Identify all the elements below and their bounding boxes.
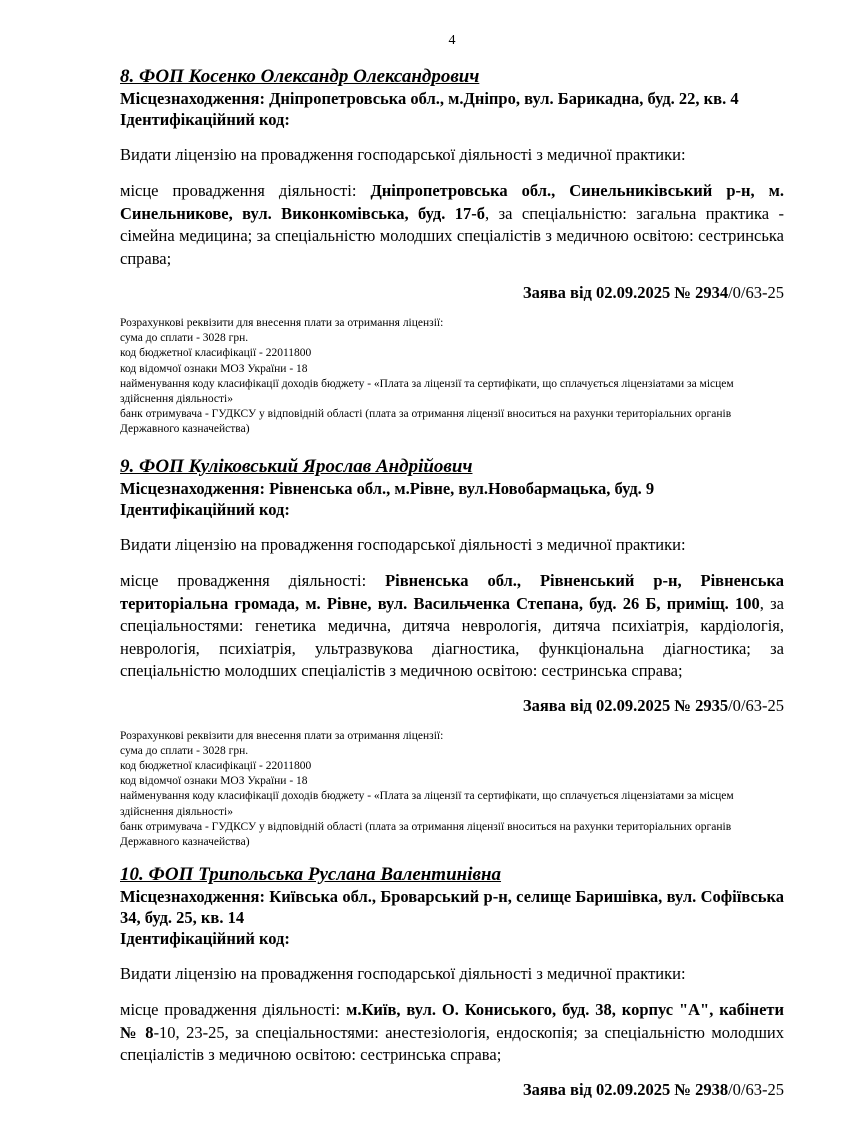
requisites-line: найменування коду класифікації доходів бюджету - «Плата за ліцензії та сертифікати, що сплачується ліцензіатами за місцем здійснення діяльності» (120, 377, 734, 406)
requisites-line: банк отримувача - ГУДКСУ у відповідній області (плата за отримання ліцензії вноситься на рахунки територіальних органів Державного казначейства) (120, 820, 732, 848)
entry-issue-text: Видати ліцензію на провадження господарської діяльності з медичної практики: (120, 964, 686, 983)
requisites-line: найменування коду класифікації доходів бюджету - «Плата за ліцензії та сертифікати, що сплачується ліцензіатами за місцем здійснення діяльності» (120, 790, 734, 818)
place-suffix: , за спеціальностями: генетика медична, дитяча неврологія, дитяча психіатрія, кардіологія, неврологія, психіатрія, ультразвукова діагностика, функціональна діагностика; за спеціальністю молодших спеціалістів з медичною освітою: сестринська справа; (120, 593, 785, 680)
place-suffix: , за спеціальністю: загальна практика - сімейна медицина; за спеціальністю молодших спеціалістів з медичною освітою: сестринська справа; (120, 203, 784, 268)
requisites-line: код відомчої ознаки МОЗ України - 18 (120, 775, 308, 788)
entry-place (120, 570, 784, 683)
entry-place (120, 180, 784, 270)
entry-issue-text: Видати ліцензію на провадження господарської діяльності з медичної практики: (120, 145, 686, 164)
place-address: Дніпропетровська обл., Синельниківський р-н, м. Синельникове, вул. Виконкомівська, буд. 17-б (120, 181, 784, 223)
license-entry (120, 66, 784, 438)
payment-requisites (120, 316, 784, 438)
entry-title: 9. ФОП Куліковський Ярослав Андрійович (120, 456, 473, 477)
application-suffix: /0/63-25 (728, 1079, 784, 1099)
place-prefix: місце провадження діяльності: (120, 571, 386, 590)
entry-location: Місцезнаходження: Київська обл., Броварський р-н, селище Баришівка, вул. Софіївська 34, буд. 25, кв. 14 (120, 887, 784, 927)
requisites-line: Розрахункові реквізити для внесення плати за отримання ліцензії: (120, 729, 444, 742)
requisites-line: Розрахункові реквізити для внесення плати за отримання ліцензії: (120, 317, 444, 329)
entry-title: 8. ФОП Косенко Олександр Олександрович (120, 66, 480, 87)
entry-location: Місцезнаходження: Дніпропетровська обл., м.Дніпро, вул. Барикадна, буд. 22, кв. 4 (120, 89, 739, 108)
entry-application (120, 282, 784, 304)
license-entry (120, 864, 784, 1101)
requisites-line: сума до сплати - 3028 грн. (120, 332, 249, 345)
place-address: Рівненська обл., Рівненський р-н, Рівненська територіальна громада, м. Рівне, вул. Васильченка Степана, буд. 26 Б, приміщ. 100 (120, 571, 784, 613)
place-prefix: місце провадження діяльності: (120, 181, 371, 200)
entry-issue-text: Видати ліцензію на провадження господарської діяльності з медичної практики: (120, 535, 686, 554)
entry-application (120, 695, 784, 717)
entry-title: 10. ФОП Трипольська Руслана Валентинівна (120, 864, 502, 885)
requisites-line: код відомчої ознаки МОЗ України - 18 (120, 362, 308, 375)
application-suffix: /0/63-25 (728, 283, 784, 302)
requisites-line: банк отримувача - ГУДКСУ у відповідній області (плата за отримання ліцензії вноситься на рахунки територіальних органів Державного казначейства) (120, 408, 732, 436)
entry-id-code: Ідентифікаційний код: (120, 500, 290, 519)
license-entry (120, 456, 784, 850)
page-number: 4 (448, 33, 456, 48)
application-suffix: /0/63-25 (728, 695, 784, 715)
entry-application (120, 1079, 784, 1101)
entry-location: Місцезнаходження: Рівненська обл., м.Рівне, вул.Новобармацька, буд. 9 (120, 479, 655, 498)
application-number: Заява від 02.09.2025 № 2938 (522, 1079, 729, 1099)
application-number: Заява від 02.09.2025 № 2934 (522, 283, 729, 302)
place-prefix: місце провадження діяльності: (120, 1000, 347, 1019)
requisites-line: сума до сплати - 3028 грн. (120, 744, 249, 757)
place-address: м.Київ, вул. О. Кониського, буд. 38, корпус "А", кабінети № 8 (120, 1000, 784, 1042)
entry-place (120, 999, 784, 1067)
requisites-line: код бюджетної класифікації - 22011800 (120, 347, 312, 360)
requisites-line: код бюджетної класифікації - 22011800 (120, 759, 312, 772)
payment-requisites (120, 729, 784, 851)
entry-id-code: Ідентифікаційний код: (120, 110, 290, 129)
place-suffix: -10, 23-25, за спеціальностями: анестезіологія, ендоскопія; за спеціальністю молодших спеціалістів з медичною освітою: сестринська справа; (120, 1022, 784, 1064)
application-number: Заява від 02.09.2025 № 2935 (522, 695, 729, 715)
entry-id-code: Ідентифікаційний код: (120, 929, 290, 948)
